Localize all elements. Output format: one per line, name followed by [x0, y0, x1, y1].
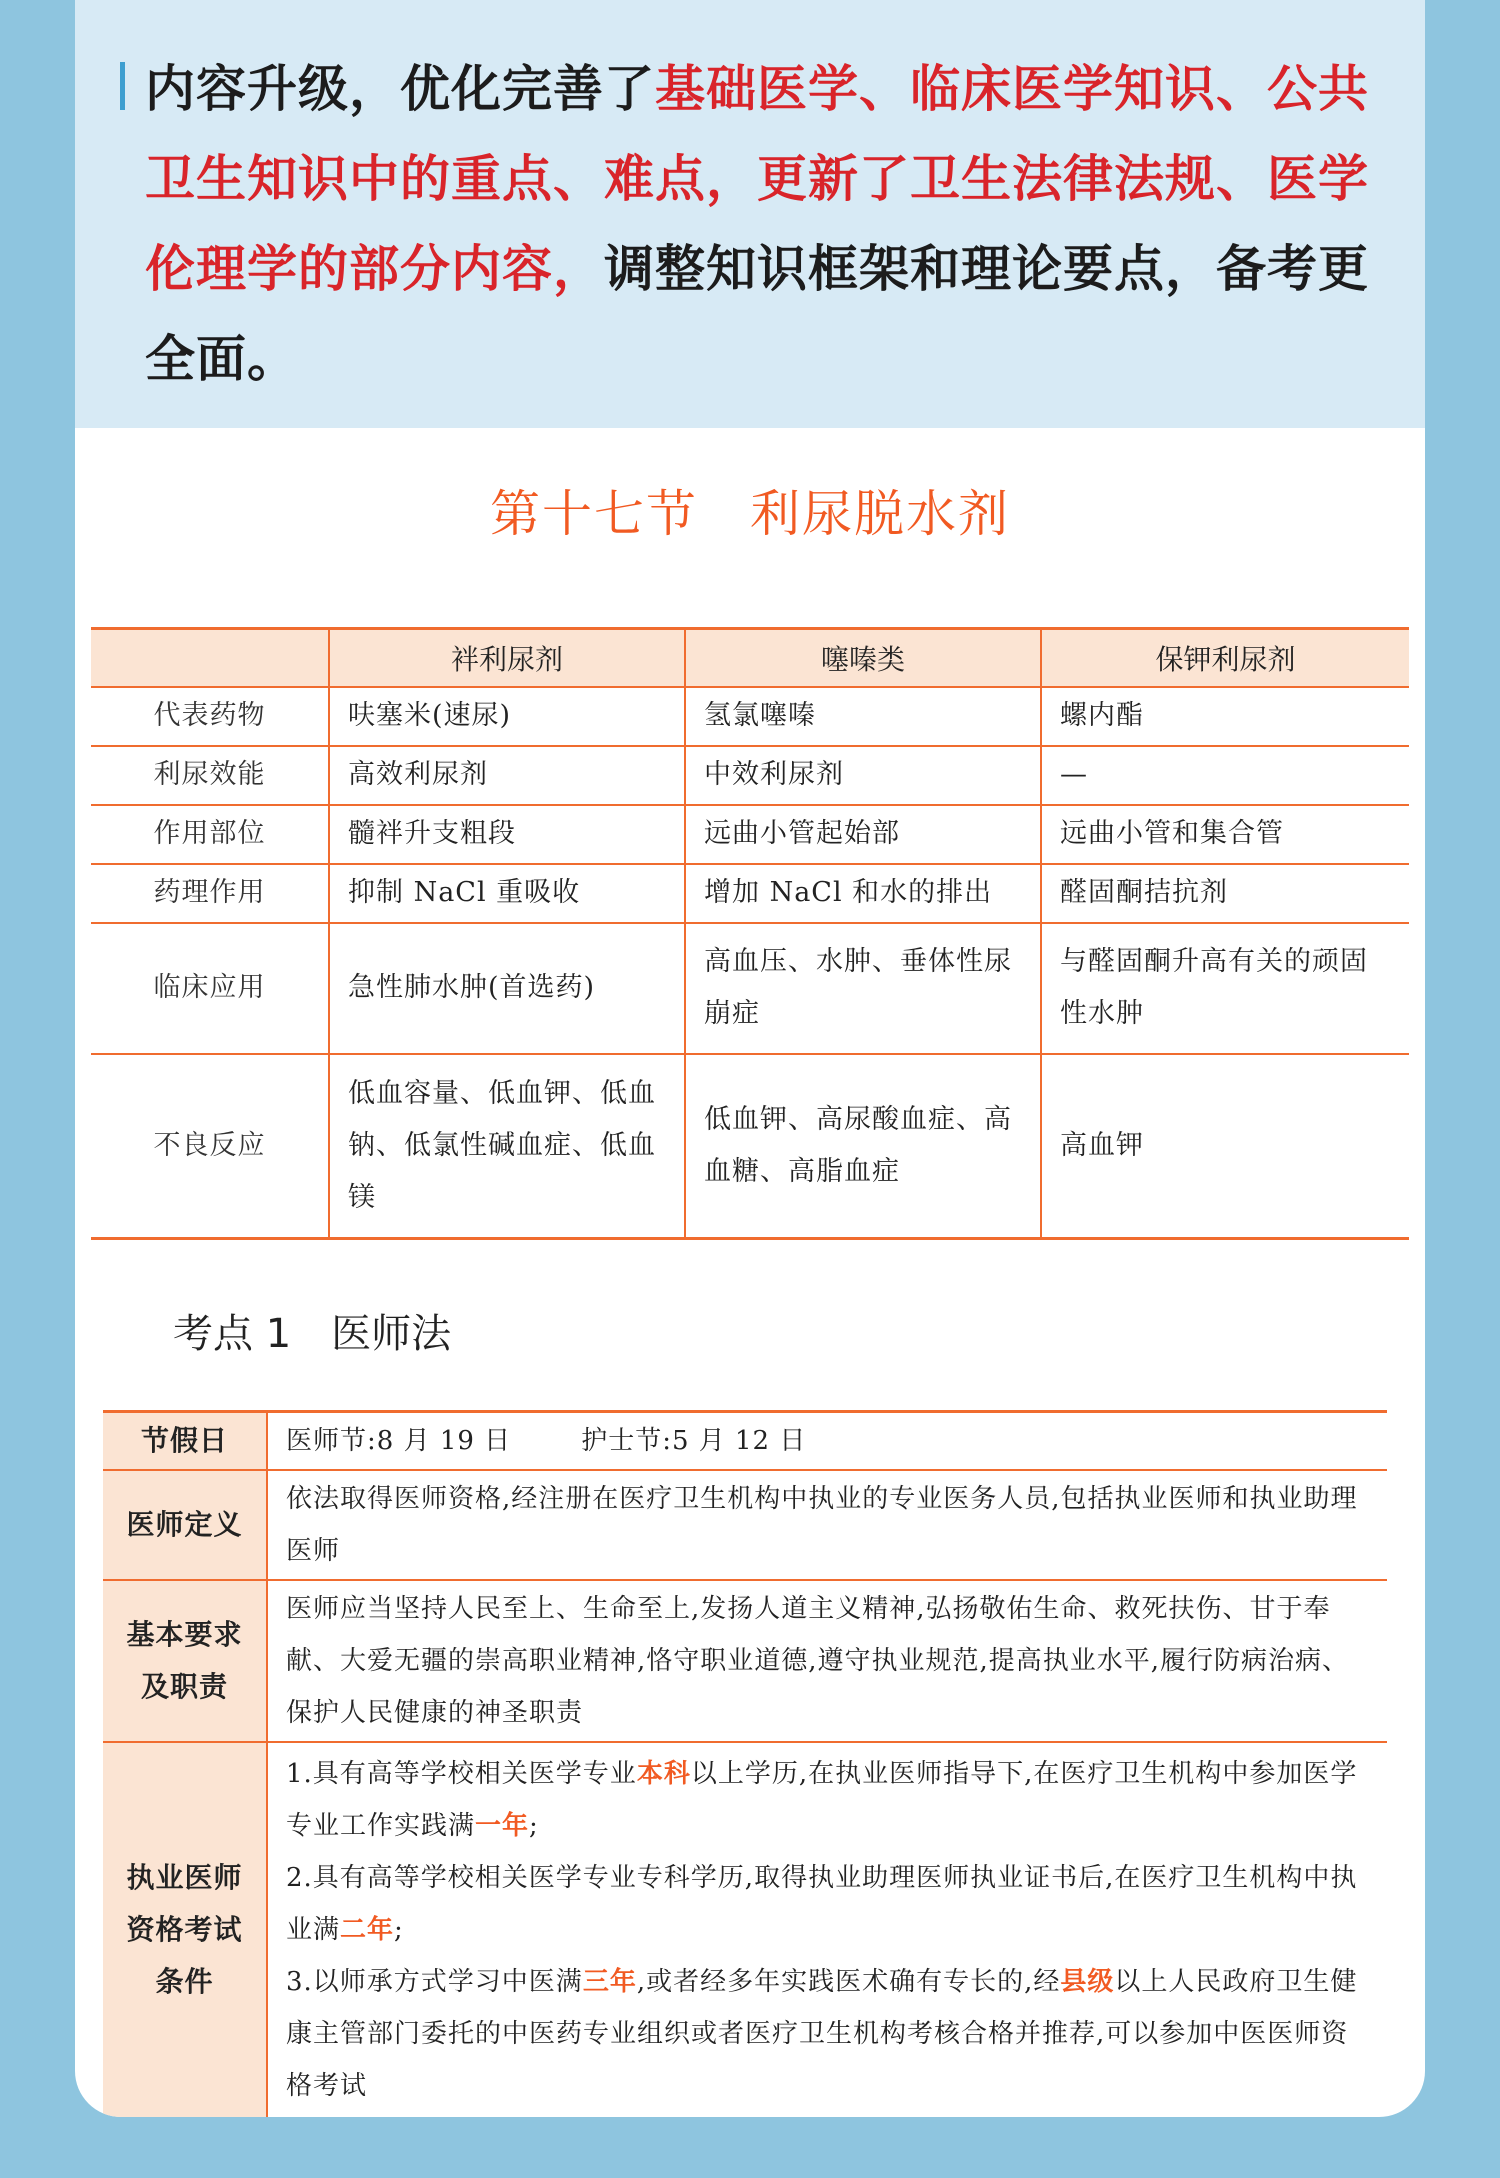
cell: 醛固酮拮抗剂	[1041, 864, 1409, 923]
label-line: 及职责	[140, 1670, 228, 1703]
cell: 螺内酯	[1041, 687, 1409, 746]
doctor-day: 医师节:8 月 19 日	[286, 1426, 512, 1456]
text: ;	[394, 1915, 404, 1945]
emphasis: 本科	[636, 1759, 691, 1789]
exam-item-3	[286, 1956, 1373, 2112]
nurse-day: 护士节:5 月 12 日	[581, 1426, 807, 1456]
label-line: 基本要求	[126, 1618, 243, 1651]
row-label: 利尿效能	[91, 746, 329, 805]
cell: 氢氯噻嗪	[685, 687, 1041, 746]
cell: 高血压、水肿、垂体性尿崩症	[685, 923, 1041, 1054]
cell: 呋塞米(速尿)	[329, 687, 685, 746]
definition-cell: 依法取得医师资格,经注册在医疗卫生机构中执业的专业医务人员,包括执业医师和执业助理医师	[267, 1470, 1387, 1580]
emphasis: 县级	[1060, 1967, 1115, 1997]
banner-text-before: 内容升级，优化完善了	[145, 60, 655, 118]
table-row	[91, 923, 1409, 1054]
physician-law-table	[103, 1410, 1387, 2117]
table-row	[91, 746, 1409, 805]
table-row-definition	[103, 1470, 1387, 1580]
holiday-cell	[267, 1412, 1387, 1471]
row-label: 临床应用	[91, 923, 329, 1054]
cell: 与醛固酮升高有关的顽固性水肿	[1041, 923, 1409, 1054]
emphasis: 三年	[582, 1967, 637, 1997]
text: ;	[529, 1811, 539, 1841]
text: 2.具有高等学校相关医学专业专科学历,取得执业助理医师执业证书后,在医疗卫生机构中执业满	[286, 1863, 1358, 1945]
cell: 中效利尿剂	[685, 746, 1041, 805]
row-label	[103, 1742, 267, 2117]
banner-highlight-1: 基础医学、临床医学知识、	[655, 60, 1267, 118]
label-line: 资格考试	[126, 1913, 243, 1946]
table-row	[91, 1054, 1409, 1239]
banner-text	[145, 44, 1405, 404]
banner-accent-bar	[120, 62, 125, 110]
table-row	[91, 864, 1409, 923]
banner-highlight-2: 公共卫生知识中的重点、难点，更新了卫生法律法	[145, 60, 1369, 208]
header-potassium-sparing: 保钾利尿剂	[1041, 629, 1409, 687]
row-label: 代表药物	[91, 687, 329, 746]
kaodian-title: 考点 1 医师法	[173, 1311, 452, 1357]
upgrade-banner	[75, 0, 1425, 428]
row-label: 节假日	[103, 1412, 267, 1471]
cell: 高效利尿剂	[329, 746, 685, 805]
cell: 远曲小管和集合管	[1041, 805, 1409, 864]
text: 以上人民政府卫生健康主管部门委托的中医药专业组织或者医疗卫生机构考核合格并推荐,可以参加中医医师资格考试	[286, 1967, 1358, 2101]
cell: 增加 NaCl 和水的排出	[685, 864, 1041, 923]
diuretic-table	[91, 627, 1409, 1240]
text: ,或者经多年实践医术确有专长的,经	[636, 1967, 1061, 1997]
row-label: 药理作用	[91, 864, 329, 923]
exam-cell	[267, 1742, 1387, 2117]
text: 3.以师承方式学习中医满	[286, 1967, 583, 1997]
label-line: 执业医师	[126, 1861, 243, 1894]
emphasis: 一年	[475, 1811, 530, 1841]
text: 以上学历,在执业医师指导下,在医疗卫生机构中参加医学专业工作实践满	[286, 1759, 1358, 1841]
exam-item-2	[286, 1852, 1373, 1956]
cell: 急性肺水肿(首选药)	[329, 923, 685, 1054]
cell: —	[1041, 746, 1409, 805]
table-row-exam	[103, 1742, 1387, 2117]
cell: 远曲小管起始部	[685, 805, 1041, 864]
emphasis: 二年	[340, 1915, 395, 1945]
table-row	[91, 687, 1409, 746]
text: 1.具有高等学校相关医学专业	[286, 1759, 637, 1789]
cell: 低血容量、低血钾、低血钠、低氯性碱血症、低血镁	[329, 1054, 685, 1239]
cell: 抑制 NaCl 重吸收	[329, 864, 685, 923]
banner-text-after: 调整知识框架和理论要点，备考更全面。	[145, 240, 1369, 388]
duties-cell: 医师应当坚持人民至上、生命至上,发扬人道主义精神,弘扬敬佑生命、救死扶伤、甘于奉献、大爱无疆的崇高职业精神,恪守职业道德,遵守执业规范,提高执业水平,履行防病治病、保护人民健康的神圣职责	[267, 1580, 1387, 1742]
row-label: 医师定义	[103, 1470, 267, 1580]
row-label: 作用部位	[91, 805, 329, 864]
exam-item-1	[286, 1748, 1373, 1852]
header-thiazides: 噻嗪类	[685, 629, 1041, 687]
cell: 高血钾	[1041, 1054, 1409, 1239]
row-label	[103, 1580, 267, 1742]
diuretic-table-header	[91, 629, 1409, 687]
section-title: 第十七节 利尿脱水剂	[490, 485, 1010, 543]
cell: 髓袢升支粗段	[329, 805, 685, 864]
row-label: 不良反应	[153, 1129, 266, 1161]
banner-highlight-3: 规、医学伦理学的部分内容，	[145, 150, 1369, 298]
table-row-holiday	[103, 1412, 1387, 1471]
header-loop-diuretics: 袢利尿剂	[329, 629, 685, 687]
cell: 低血钾、高尿酸血症、高血糖、高脂血症	[685, 1054, 1041, 1239]
header-empty	[91, 629, 329, 687]
label-line: 条件	[155, 1965, 214, 1998]
table-row-duties	[103, 1580, 1387, 1742]
content-card	[75, 0, 1425, 2117]
table-row	[91, 805, 1409, 864]
